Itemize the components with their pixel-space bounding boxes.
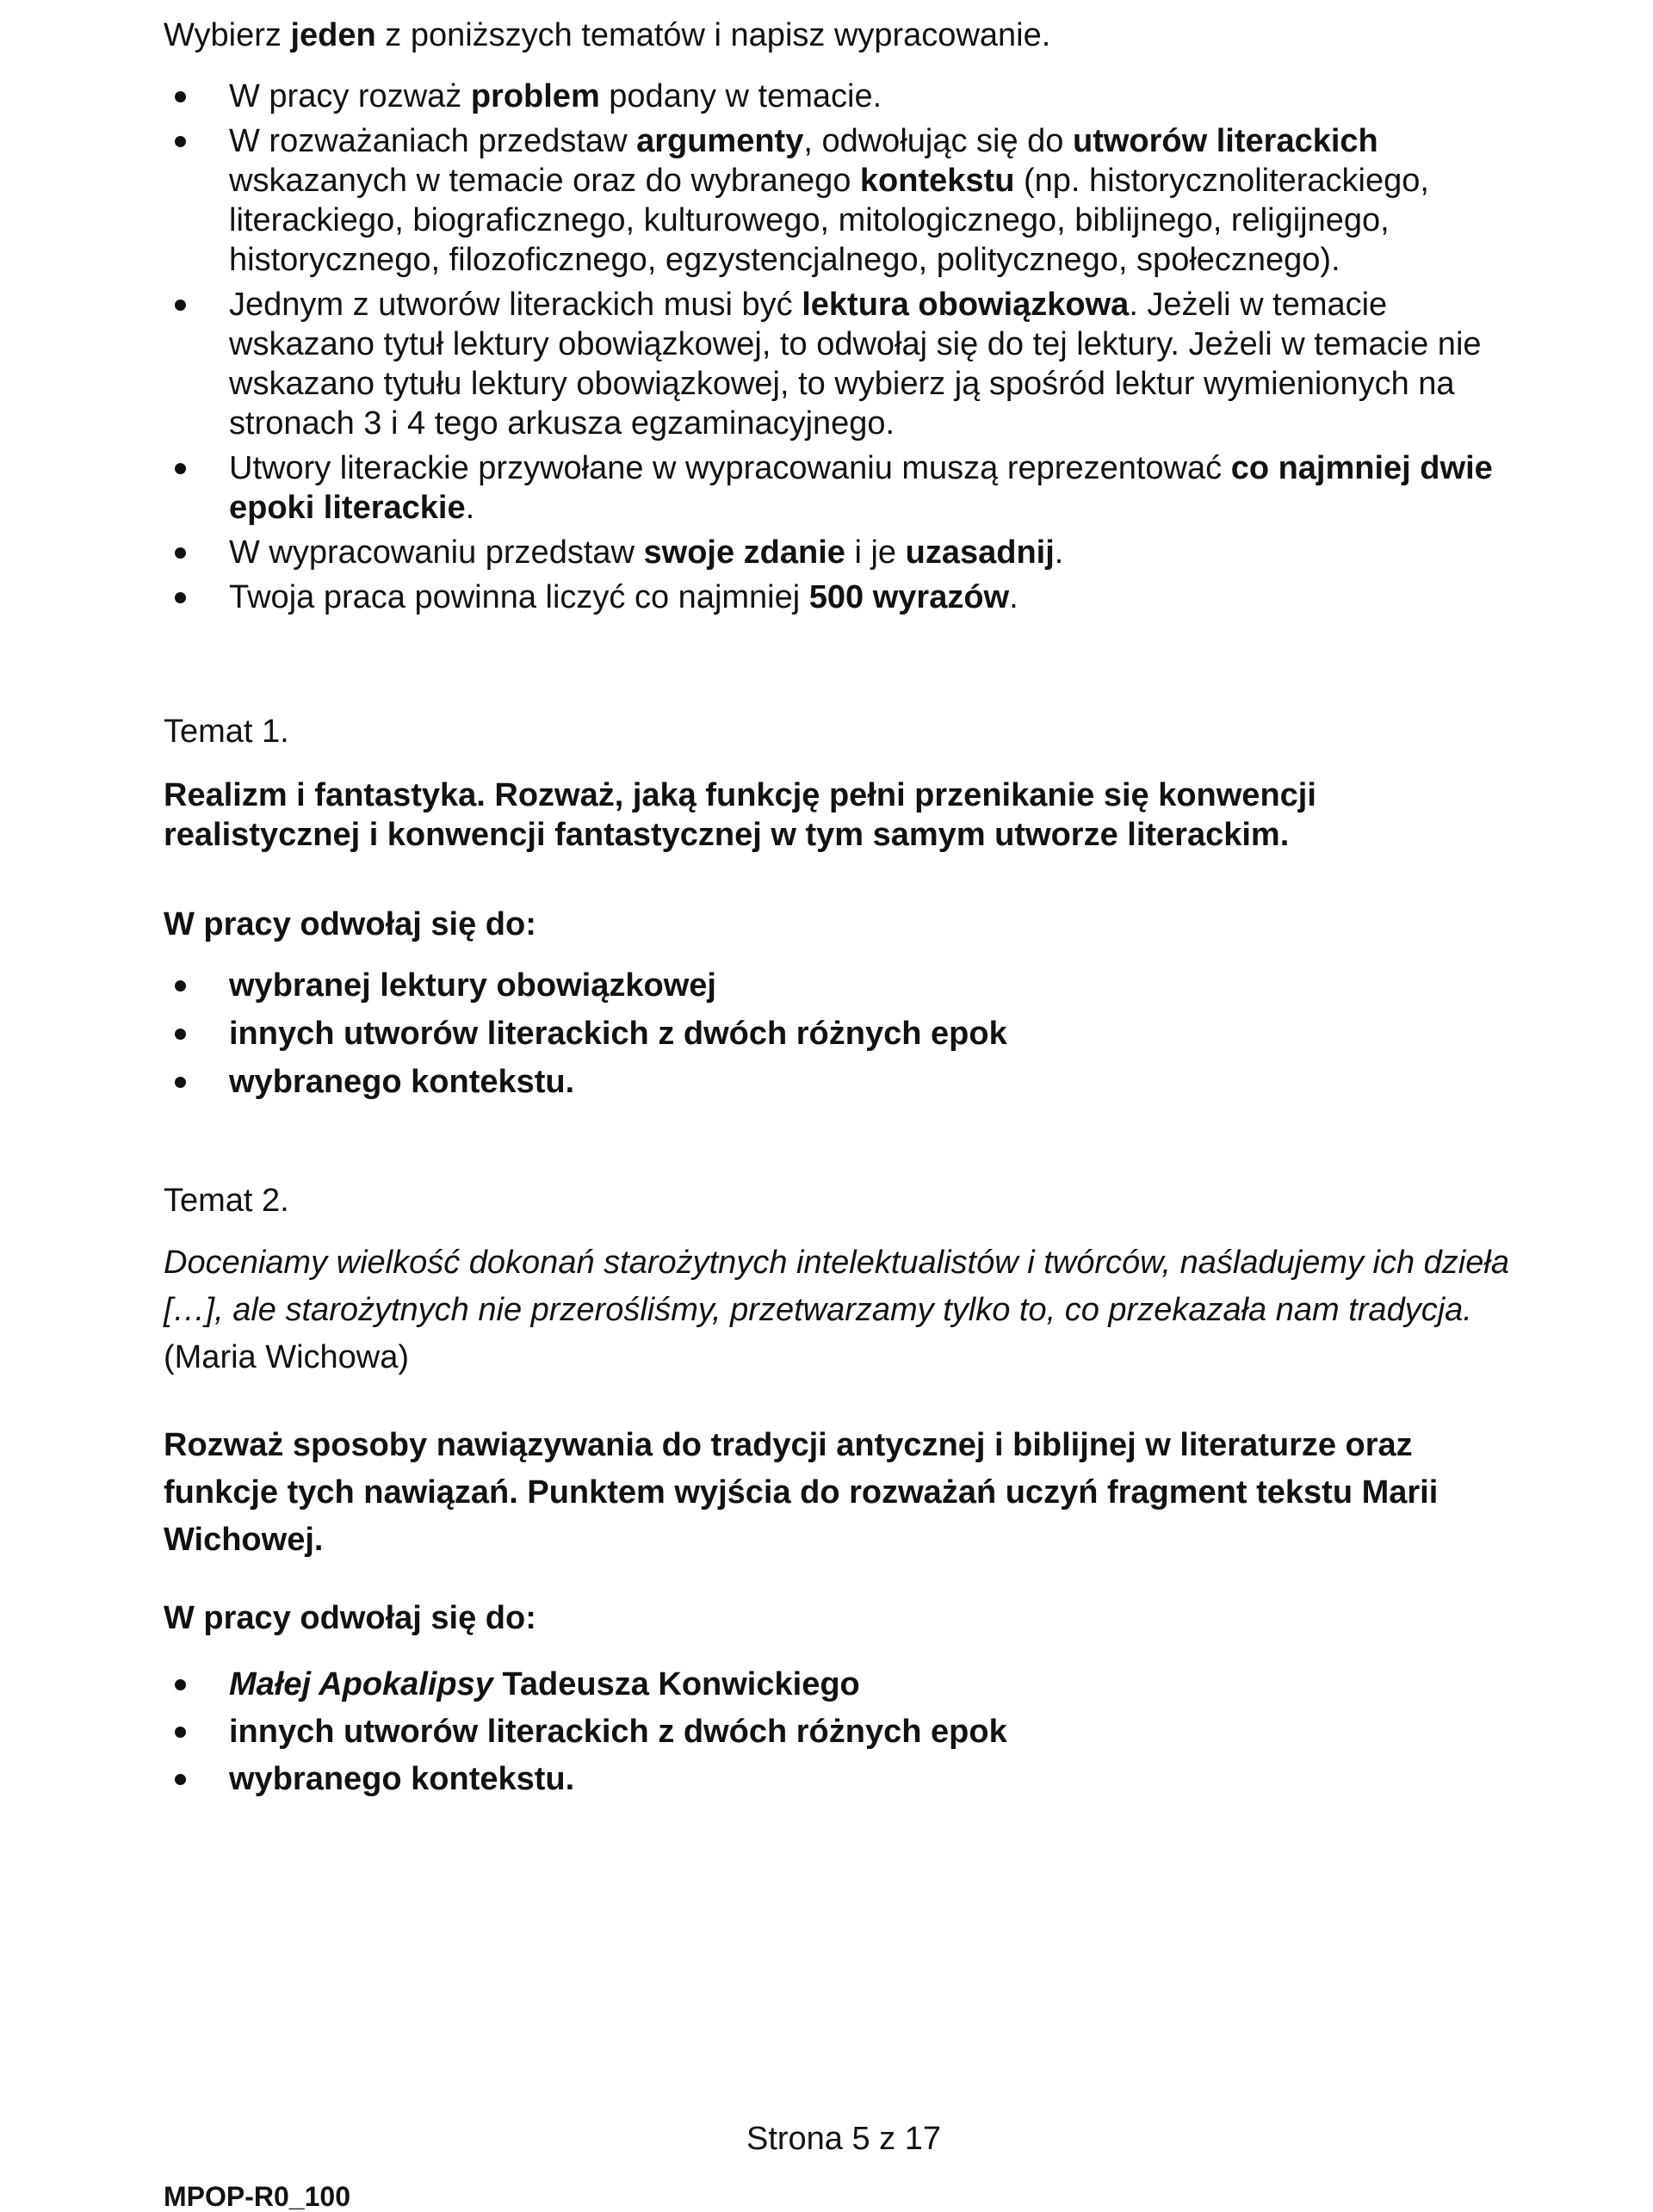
intro-paragraph: Wybierz jeden z poniższych tematów i napisz wypracowanie. — [164, 17, 1051, 53]
page-number: Strona 5 z 17 — [746, 2121, 942, 2157]
list-item — [164, 1712, 1627, 1752]
list-item-text: W wypracowaniu przedstaw swoje zdanie i je uzasadnij. — [229, 534, 1064, 571]
list-item-text: wybranego kontekstu. — [229, 1064, 575, 1100]
list-item — [164, 1062, 1627, 1102]
list-item-text: innych utworów literackich z dwóch różnych epok — [229, 1714, 1007, 1750]
list-item — [164, 285, 1627, 443]
temat2-refer-heading: W pracy odwołaj się do: — [164, 1600, 536, 1636]
list-item — [164, 578, 1627, 617]
temat1-refer-list — [164, 966, 1627, 1110]
bullet-icon — [175, 136, 186, 147]
list-item — [164, 966, 1627, 1005]
form-code: MPOP-R0_100 — [164, 2181, 350, 2212]
list-item — [164, 1759, 1627, 1799]
bullet-icon — [175, 592, 186, 603]
list-item-text: Twoja praca powinna liczyć co najmniej 500 wyrazów. — [229, 579, 1018, 615]
temat1-heading: Temat 1. — [164, 714, 289, 750]
bullet-icon — [175, 91, 186, 102]
list-item-text: W pracy rozważ problem podany w temacie. — [229, 78, 882, 114]
temat1-task: Realizm i fantastyka. Rozważ, jaką funkcję pełni przenikanie się konwencji realistycznej i konwencji fantastycznej w tym samym utworze literackim. — [164, 777, 1316, 853]
bullet-icon — [175, 1774, 186, 1785]
list-item — [164, 77, 1627, 116]
bullet-icon — [175, 463, 186, 474]
bullet-icon — [175, 1077, 186, 1088]
list-item — [164, 448, 1627, 528]
list-item — [164, 533, 1627, 572]
list-item — [164, 121, 1627, 280]
temat2-refer-list — [164, 1665, 1627, 1807]
list-item — [164, 1014, 1627, 1053]
general-instructions-list — [164, 77, 1627, 622]
bullet-icon — [175, 547, 186, 559]
list-item-text: wybranej lektury obowiązkowej — [229, 967, 716, 1004]
list-item-text: innych utworów literackich z dwóch różnych epok — [229, 1016, 1007, 1052]
temat2-heading: Temat 2. — [164, 1183, 289, 1219]
list-item — [164, 1665, 1627, 1704]
temat1-refer-heading: W pracy odwołaj się do: — [164, 906, 536, 942]
bullet-icon — [175, 980, 186, 992]
list-item-text: Utwory literackie przywołane w wypracowaniu muszą reprezentować co najmniej dwie epoki literackie. — [229, 450, 1493, 526]
bullet-icon — [175, 300, 186, 311]
temat2-quote: Doceniamy wielkość dokonań starożytnych intelektualistów i twórców, naśladujemy ich dzieła […], ale starożytnych nie przerośliśmy, przetwarzamy tylko to, co przekazała nam tradycja. (Maria Wichowa) — [164, 1245, 1509, 1375]
temat2-task: Rozważ sposoby nawiązywania do tradycji antycznej i biblijnej w literaturze oraz funkcje tych nawiązań. Punktem wyjścia do rozważań uczyń fragment tekstu Marii Wichowej. — [164, 1427, 1439, 1558]
list-item-text: Małej Apokalipsy Tadeusza Konwickiego — [229, 1666, 860, 1702]
list-item-text: wybranego kontekstu. — [229, 1761, 575, 1797]
bullet-icon — [175, 1679, 186, 1690]
bullet-icon — [175, 1029, 186, 1040]
bullet-icon — [175, 1727, 186, 1738]
list-item-text: Jednym z utworów literackich musi być lektura obowiązkowa. Jeżeli w temacie wskazano tytuł lektury obowiązkowej, to odwołaj się do tej lektury. Jeżeli w temacie nie wskazano tytułu lektury obowiązkowej, to wybierz ją spośród lektur wymienionych na stronach 3 i 4 tego arkusza egzaminacyjnego. — [229, 287, 1482, 442]
list-item-text: W rozważaniach przedstaw argumenty, odwołując się do utworów literackich wskazanych w temacie oraz do wybranego kontekstu (np. historycznoliterackiego, literackiego, biograficznego, kulturowego, mitologicznego, biblijnego, religijnego, historycznego, filozoficznego, egzystencjalnego, politycznego, społecznego). — [229, 123, 1429, 278]
